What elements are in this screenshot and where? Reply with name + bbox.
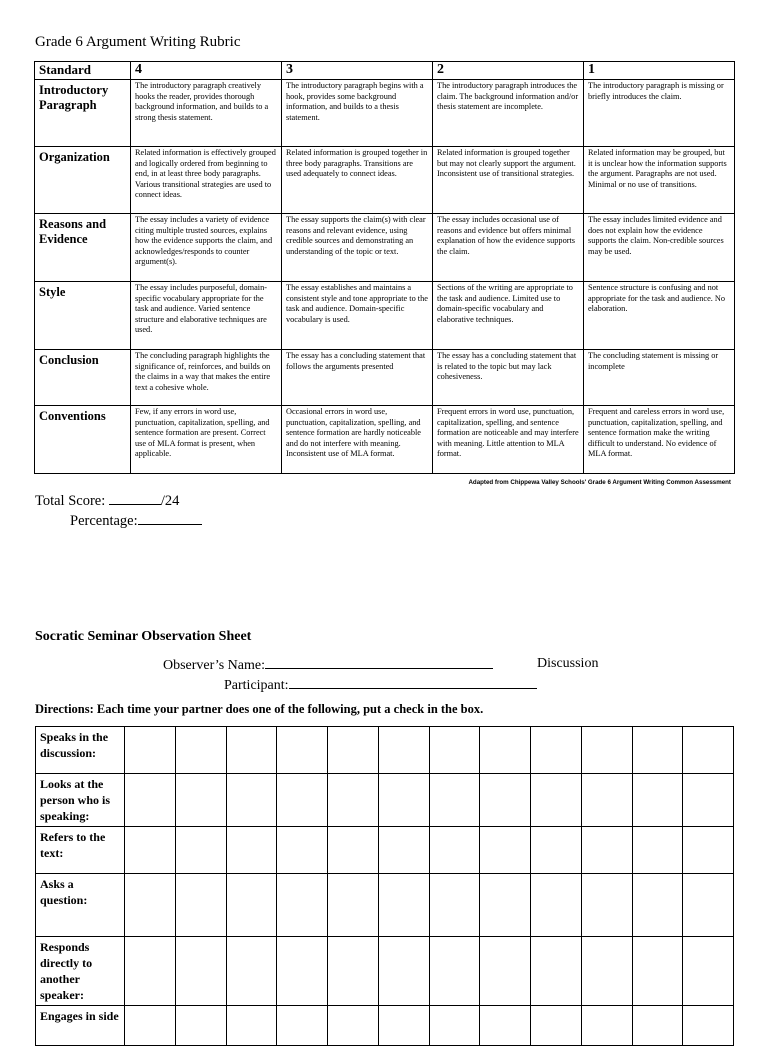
standard-label: Reasons and Evidence bbox=[35, 214, 131, 282]
obs-row bbox=[36, 937, 734, 1006]
check-box[interactable] bbox=[175, 827, 226, 874]
check-box[interactable] bbox=[429, 827, 480, 874]
check-box[interactable] bbox=[531, 937, 582, 1006]
check-box[interactable] bbox=[328, 827, 379, 874]
total-score-line bbox=[35, 492, 179, 510]
check-box[interactable] bbox=[277, 774, 328, 827]
check-box[interactable] bbox=[226, 727, 277, 774]
standard-label: Introductory Paragraph bbox=[35, 80, 131, 147]
check-box[interactable] bbox=[226, 827, 277, 874]
check-box[interactable] bbox=[226, 937, 277, 1006]
participant-blank[interactable] bbox=[289, 676, 537, 689]
check-box[interactable] bbox=[125, 874, 176, 937]
obs-row-label: Asks a question: bbox=[36, 874, 125, 937]
rubric-title: Grade 6 Argument Writing Rubric bbox=[35, 34, 241, 50]
check-box[interactable] bbox=[277, 874, 328, 937]
standard-label: Conventions bbox=[35, 406, 131, 474]
rubric-cell: The essay has a concluding statement that is related to the topic but may lack cohesiveness. bbox=[433, 350, 584, 406]
check-box[interactable] bbox=[125, 827, 176, 874]
discussion-label: Discussion bbox=[537, 656, 599, 671]
check-box[interactable] bbox=[480, 827, 531, 874]
check-box[interactable] bbox=[277, 1006, 328, 1046]
total-score-blank[interactable] bbox=[109, 492, 161, 505]
obs-row bbox=[36, 727, 734, 774]
rubric-cell: The concluding paragraph highlights the significance of, reinforces, and builds on the claims in a way that makes the entire text a cohesive whole. bbox=[131, 350, 282, 406]
check-box[interactable] bbox=[581, 874, 632, 937]
observer-label: Observer’s Name: bbox=[163, 658, 265, 673]
obs-row bbox=[36, 827, 734, 874]
rubric-credit: Adapted from Chippewa Valley Schools' Grade 6 Argument Writing Common Assessment bbox=[468, 479, 731, 486]
check-box[interactable] bbox=[378, 937, 429, 1006]
check-box[interactable] bbox=[531, 827, 582, 874]
rubric-row-organization bbox=[35, 147, 735, 214]
check-box[interactable] bbox=[175, 727, 226, 774]
check-box[interactable] bbox=[328, 774, 379, 827]
participant-line bbox=[224, 676, 537, 694]
check-box[interactable] bbox=[125, 937, 176, 1006]
header-score-1: 1 bbox=[584, 62, 735, 80]
obs-row bbox=[36, 1006, 734, 1046]
obs-row-label: Refers to the text: bbox=[36, 827, 125, 874]
check-box[interactable] bbox=[581, 727, 632, 774]
check-box[interactable] bbox=[277, 727, 328, 774]
rubric-cell: Occasional errors in word use, punctuation, capitalization, spelling, and sentence formation are hardly noticeable and do not interfere with meaning. Inconsistent use of MLA format. bbox=[282, 406, 433, 474]
rubric-table bbox=[34, 61, 735, 474]
rubric-cell: The introductory paragraph creatively hooks the reader, provides thorough background information, and builds to a strong thesis statement. bbox=[131, 80, 282, 147]
check-box[interactable] bbox=[683, 937, 734, 1006]
rubric-cell: Related information is grouped together but may not clearly support the argument. Inconsistent use of transitional strategies. bbox=[433, 147, 584, 214]
standard-label: Conclusion bbox=[35, 350, 131, 406]
check-box[interactable] bbox=[378, 774, 429, 827]
observer-name-blank[interactable] bbox=[265, 656, 493, 669]
obs-row bbox=[36, 774, 734, 827]
check-box[interactable] bbox=[632, 827, 683, 874]
check-box[interactable] bbox=[378, 827, 429, 874]
check-box[interactable] bbox=[581, 1006, 632, 1046]
rubric-cell: Related information is effectively grouped and logically ordered from beginning to end, in at least three body paragraphs. Various transitional strategies are used to connect ideas. bbox=[131, 147, 282, 214]
check-box[interactable] bbox=[480, 774, 531, 827]
check-box[interactable] bbox=[683, 727, 734, 774]
observer-name-line bbox=[163, 656, 493, 674]
check-box[interactable] bbox=[683, 827, 734, 874]
check-box[interactable] bbox=[480, 727, 531, 774]
check-box[interactable] bbox=[378, 727, 429, 774]
total-score-suffix: /24 bbox=[160, 493, 180, 509]
check-box[interactable] bbox=[125, 1006, 176, 1046]
check-box[interactable] bbox=[683, 874, 734, 937]
check-box[interactable] bbox=[429, 1006, 480, 1046]
check-box[interactable] bbox=[125, 727, 176, 774]
check-box[interactable] bbox=[581, 937, 632, 1006]
rubric-cell: Frequent errors in word use, punctuation, capitalization, spelling, and sentence formation are noticeable and may interfere with meaning. Little attention to MLA format. bbox=[433, 406, 584, 474]
rubric-cell: The introductory paragraph begins with a hook, provides some background information, and builds to a thesis statement. bbox=[282, 80, 433, 147]
rubric-row-conclusion bbox=[35, 350, 735, 406]
obs-row bbox=[36, 874, 734, 937]
check-box[interactable] bbox=[683, 1006, 734, 1046]
participant-label: Participant: bbox=[224, 678, 289, 693]
rubric-cell: The essay includes purposeful, domain-specific vocabulary appropriate for the task and audience. Varied sentence structure and elaborative techniques are used. bbox=[131, 282, 282, 350]
check-box[interactable] bbox=[632, 1006, 683, 1046]
check-box[interactable] bbox=[581, 774, 632, 827]
check-box[interactable] bbox=[531, 727, 582, 774]
rubric-cell: Related information is grouped together in three body paragraphs. Transitions are used adequately to connect ideas. bbox=[282, 147, 433, 214]
header-standard: Standard bbox=[35, 62, 131, 80]
check-box[interactable] bbox=[378, 874, 429, 937]
check-box[interactable] bbox=[277, 937, 328, 1006]
header-score-2: 2 bbox=[433, 62, 584, 80]
rubric-row-conventions bbox=[35, 406, 735, 474]
check-box[interactable] bbox=[531, 1006, 582, 1046]
check-box[interactable] bbox=[632, 727, 683, 774]
obs-row-label: Looks at the person who is speaking: bbox=[36, 774, 125, 827]
rubric-cell: Sentence structure is confusing and not appropriate for the task and audience. No elaboration. bbox=[584, 282, 735, 350]
rubric-cell: The introductory paragraph is missing or briefly introduces the claim. bbox=[584, 80, 735, 147]
rubric-cell: The essay establishes and maintains a consistent style and tone appropriate to the task and audience. Domain-specific vocabulary is used. bbox=[282, 282, 433, 350]
check-box[interactable] bbox=[175, 874, 226, 937]
standard-label: Organization bbox=[35, 147, 131, 214]
check-box[interactable] bbox=[632, 874, 683, 937]
rubric-cell: Few, if any errors in word use, punctuation, capitalization, spelling, and sentence formation are present. Correct use of MLA format is present, when applicable. bbox=[131, 406, 282, 474]
observation-title: Socratic Seminar Observation Sheet bbox=[35, 629, 252, 644]
check-box[interactable] bbox=[226, 1006, 277, 1046]
check-box[interactable] bbox=[429, 774, 480, 827]
obs-row-label: Speaks in the discussion: bbox=[36, 727, 125, 774]
check-box[interactable] bbox=[328, 1006, 379, 1046]
check-box[interactable] bbox=[429, 727, 480, 774]
rubric-row-reasons bbox=[35, 214, 735, 282]
check-box[interactable] bbox=[480, 1006, 531, 1046]
rubric-cell: The essay includes a variety of evidence citing multiple trusted sources, explains how the evidence supports the claim, and acknowledges/responds to counter argument(s). bbox=[131, 214, 282, 282]
header-score-4: 4 bbox=[131, 62, 282, 80]
rubric-cell: The concluding statement is missing or incomplete bbox=[584, 350, 735, 406]
check-box[interactable] bbox=[125, 774, 176, 827]
check-box[interactable] bbox=[277, 827, 328, 874]
percentage-blank[interactable] bbox=[138, 512, 202, 525]
check-box[interactable] bbox=[581, 827, 632, 874]
rubric-row-introductory bbox=[35, 80, 735, 147]
rubric-header-row bbox=[35, 62, 735, 80]
total-score-label: Total Score: bbox=[35, 493, 106, 509]
percentage-line bbox=[70, 512, 202, 530]
check-box[interactable] bbox=[328, 937, 379, 1006]
rubric-cell: The essay includes limited evidence and does not explain how the evidence supports the claim. Non-credible sources may be used. bbox=[584, 214, 735, 282]
check-box[interactable] bbox=[175, 774, 226, 827]
rubric-cell: The essay supports the claim(s) with clear reasons and relevant evidence, using credible sources and demonstrating an understanding of the topic or text. bbox=[282, 214, 433, 282]
rubric-row-style bbox=[35, 282, 735, 350]
rubric-cell: Related information may be grouped, but it is unclear how the information supports the argument. Paragraphs are not used. Minimal or no use of transitions. bbox=[584, 147, 735, 214]
check-box[interactable] bbox=[328, 874, 379, 937]
check-box[interactable] bbox=[632, 937, 683, 1006]
check-box[interactable] bbox=[531, 774, 582, 827]
rubric-cell: The essay has a concluding statement that follows the arguments presented bbox=[282, 350, 433, 406]
check-box[interactable] bbox=[429, 937, 480, 1006]
check-box[interactable] bbox=[226, 774, 277, 827]
rubric-cell: The introductory paragraph introduces the claim. The background information and/or thesis statement are incomplete. bbox=[433, 80, 584, 147]
standard-label: Style bbox=[35, 282, 131, 350]
check-box[interactable] bbox=[683, 774, 734, 827]
check-box[interactable] bbox=[632, 774, 683, 827]
rubric-cell: Sections of the writing are appropriate to the task and audience. Limited use to domain-specific vocabulary and elaborative techniques. bbox=[433, 282, 584, 350]
rubric-cell: Frequent and careless errors in word use, punctuation, capitalization, spelling, and sentence formation make the writing difficult to understand. No evidence of MLA format. bbox=[584, 406, 735, 474]
check-box[interactable] bbox=[480, 937, 531, 1006]
rubric-cell: The essay includes occasional use of reasons and evidence but offers minimal explanation of how the evidence supports the claim. bbox=[433, 214, 584, 282]
check-box[interactable] bbox=[328, 727, 379, 774]
observation-grid bbox=[35, 726, 734, 1046]
check-box[interactable] bbox=[429, 874, 480, 937]
directions: Directions: Each time your partner does one of the following, put a check in the box. bbox=[35, 702, 484, 716]
header-score-3: 3 bbox=[282, 62, 433, 80]
check-box[interactable] bbox=[480, 874, 531, 937]
check-box[interactable] bbox=[175, 1006, 226, 1046]
check-box[interactable] bbox=[175, 937, 226, 1006]
check-box[interactable] bbox=[226, 874, 277, 937]
check-box[interactable] bbox=[531, 874, 582, 937]
obs-row-label: Engages in side bbox=[36, 1006, 125, 1046]
obs-row-label: Responds directly to another speaker: bbox=[36, 937, 125, 1006]
check-box[interactable] bbox=[378, 1006, 429, 1046]
percentage-label: Percentage: bbox=[70, 513, 138, 529]
